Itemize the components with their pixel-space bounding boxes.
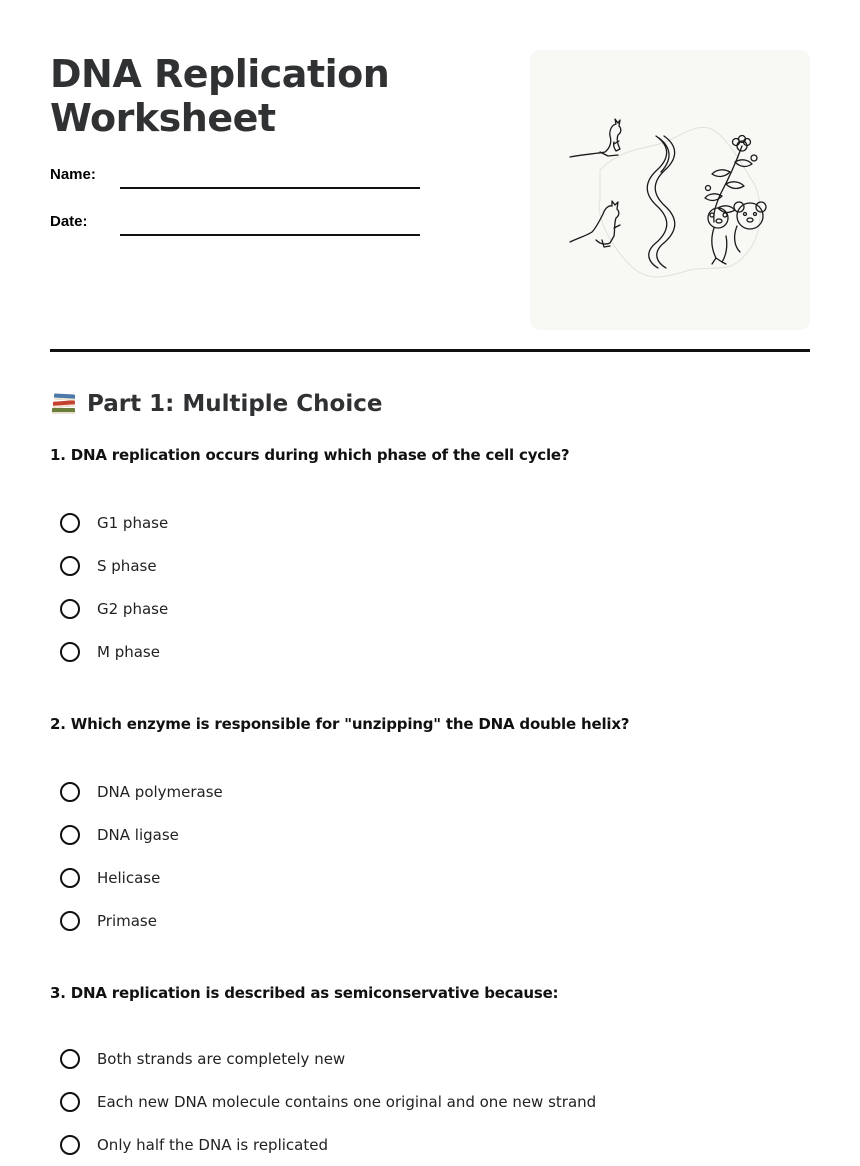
radio-button[interactable] xyxy=(60,782,80,802)
radio-button[interactable] xyxy=(60,868,80,888)
q1-option-c[interactable] xyxy=(60,587,168,630)
date-label: Date: xyxy=(50,213,88,230)
q2-option-d[interactable] xyxy=(60,899,223,942)
kangaroo-top-icon xyxy=(570,119,621,157)
radio-button[interactable] xyxy=(60,642,80,662)
option-label: Only half the DNA is replicated xyxy=(97,1135,328,1154)
question-1 xyxy=(50,445,810,661)
radio-button[interactable] xyxy=(60,599,80,619)
part1-title xyxy=(50,388,382,420)
worksheet-header xyxy=(50,0,810,352)
dna-helix-with-australian-animals-icon xyxy=(530,50,810,330)
option-label: M phase xyxy=(97,642,160,661)
q2-option-b[interactable] xyxy=(60,813,223,856)
name-field[interactable] xyxy=(50,165,420,189)
question-1-options xyxy=(60,501,168,673)
dna-helix-icon xyxy=(647,136,675,268)
part1-title-text: Part 1: Multiple Choice xyxy=(87,391,383,417)
radio-button[interactable] xyxy=(60,1135,80,1155)
option-label: DNA polymerase xyxy=(97,782,223,801)
kangaroo-bottom-icon xyxy=(570,201,620,247)
question-3-text: 3. DNA replication is described as semiconservative because: xyxy=(50,984,559,1002)
question-3 xyxy=(50,983,810,1154)
date-blank-line[interactable] xyxy=(120,234,420,236)
q3-option-a[interactable] xyxy=(60,1037,596,1080)
option-label: Helicase xyxy=(97,868,161,887)
question-1-text: 1. DNA replication occurs during which phase of the cell cycle? xyxy=(50,446,570,464)
question-2-options xyxy=(60,770,223,942)
option-label: S phase xyxy=(97,556,157,575)
question-3-options xyxy=(60,1037,596,1166)
worksheet-page xyxy=(50,0,810,1154)
radio-button[interactable] xyxy=(60,513,80,533)
header-divider xyxy=(50,349,810,352)
question-2 xyxy=(50,714,810,930)
title-line-1: DNA Replication xyxy=(50,52,390,96)
q1-option-a[interactable] xyxy=(60,501,168,544)
option-label: Primase xyxy=(97,911,157,930)
radio-button[interactable] xyxy=(60,1049,80,1069)
radio-button[interactable] xyxy=(60,825,80,845)
title-line-2: Worksheet xyxy=(50,96,276,140)
question-2-text: 2. Which enzyme is responsible for "unzipping" the DNA double helix? xyxy=(50,715,630,733)
option-label: DNA ligase xyxy=(97,825,179,844)
name-blank-line[interactable] xyxy=(120,187,420,189)
page-title xyxy=(50,52,389,140)
q2-option-a[interactable] xyxy=(60,770,223,813)
radio-button[interactable] xyxy=(60,1092,80,1112)
option-label: G2 phase xyxy=(97,599,169,618)
option-label: Both strands are completely new xyxy=(97,1049,346,1068)
books-icon xyxy=(50,391,78,417)
option-label: Each new DNA molecule contains one original and one new strand xyxy=(97,1092,597,1111)
radio-button[interactable] xyxy=(60,556,80,576)
header-illustration xyxy=(530,50,810,330)
q1-option-d[interactable] xyxy=(60,630,168,673)
name-label: Name: xyxy=(50,166,96,183)
radio-button[interactable] xyxy=(60,911,80,931)
q3-option-b[interactable] xyxy=(60,1080,596,1123)
q3-option-c[interactable] xyxy=(60,1123,596,1166)
option-label: G1 phase xyxy=(97,513,169,532)
date-field[interactable] xyxy=(50,212,420,236)
q2-option-c[interactable] xyxy=(60,856,223,899)
q1-option-b[interactable] xyxy=(60,544,168,587)
